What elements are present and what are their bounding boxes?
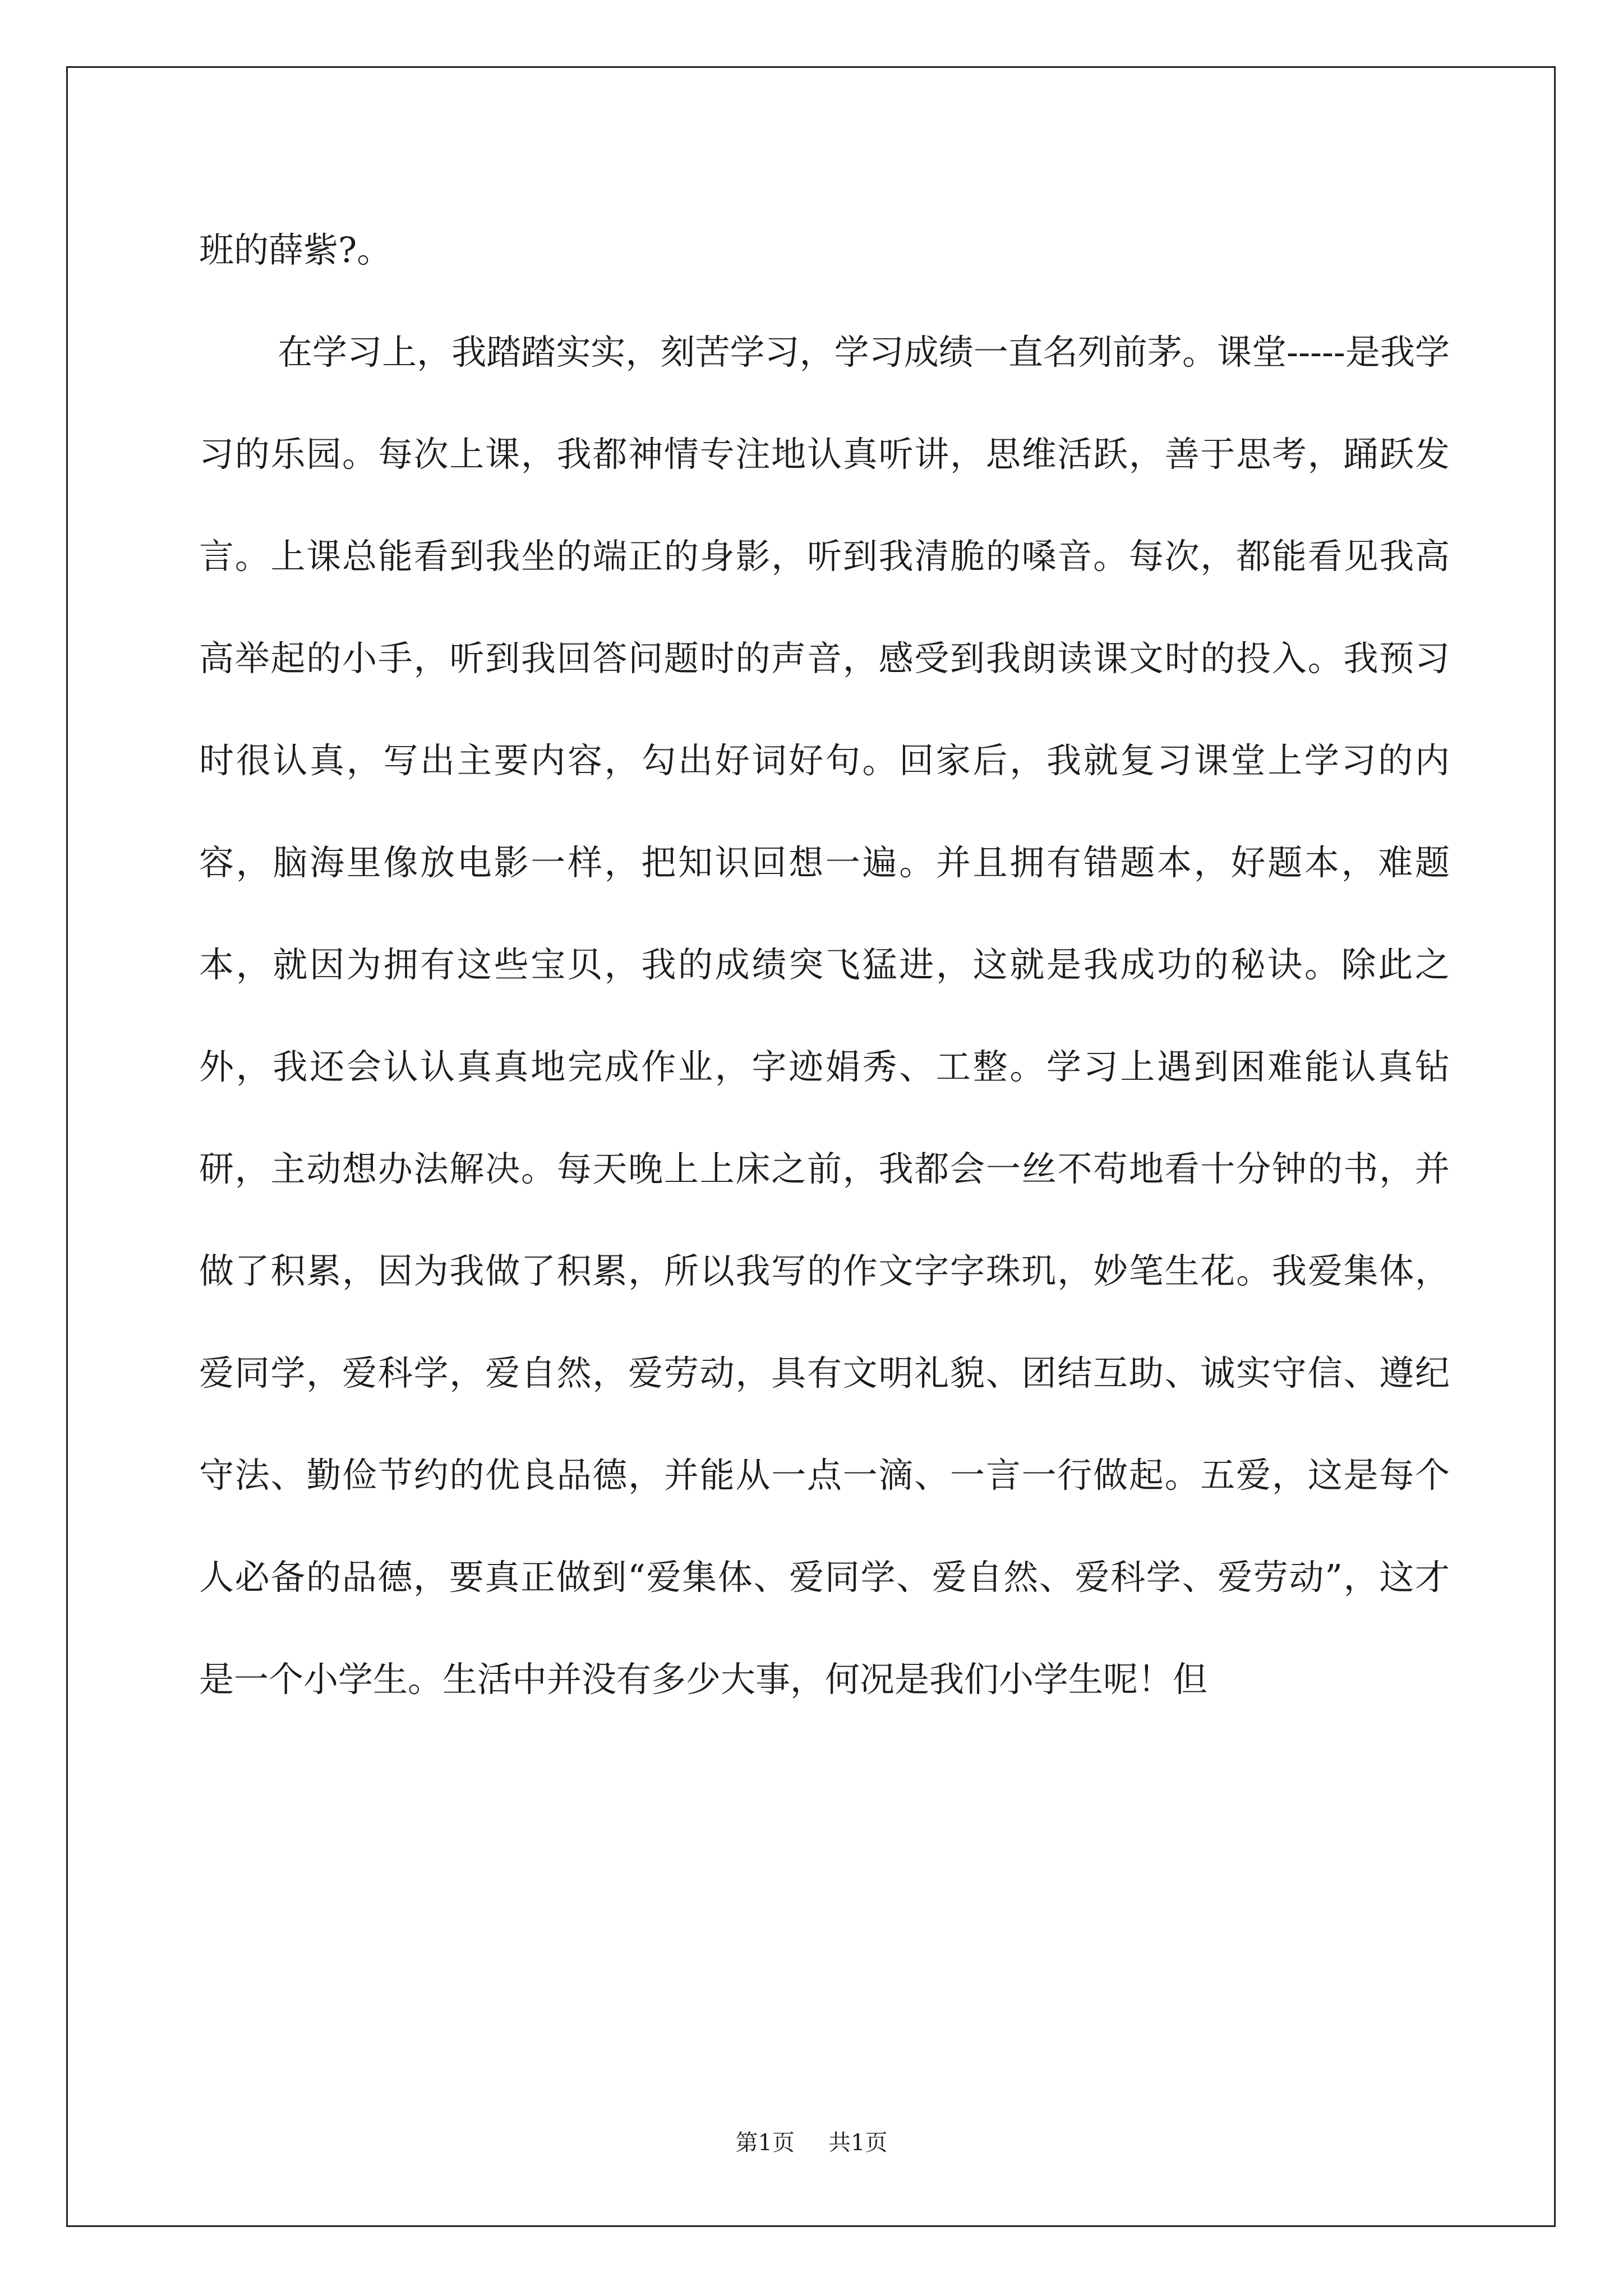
page-number-total: 共1页 [828,2130,888,2156]
page-number-current: 第1页 [735,2130,795,2156]
paragraph-continuation: 班的薛紫?。 [199,229,392,270]
paragraph-study: 在学习上，我踏踏实实，刻苦学习，学习成绩一直名列前茅。课堂-----是我学习的乐园。每次上课，我都神情专注地认真听讲，思维活跃，善于思考，踊跃发言。上课总能看到我坐的端正的身影，听到我清脆的嗓音。每次，都能看见我高高举起的小手，听到我回答问题时的声音，感受到我朗读课文时的投入。我预习时很认真，写出主要内容，勾出好词好句。回家后，我就复习课堂上学习的内容，脑海里像放电影一样，把知识回想一遍。并且拥有错题本，好题本，难题本，就因为拥有这些宝贝，我的成绩突飞猛进，这就是我成功的秘诀。除此之外，我还会认认真真地完成作业，字迹娟秀、工整。学习上遇到困难能认真钻研，主动想办法解决。每天晚上上床之前，我都会一丝不苟地看十分钟的书，并做了积累，因为我做了积累，所以我写的作文字字珠玑，妙笔生花。我爱集体，爱同学，爱科学，爱自然，爱劳动，具有文明礼貌、团结互助、诚实守信、遵纪守法、勤俭节约的优良品德，并能从一点一滴、一言一行做起。五爱，这是每个人必备的品德，要真正做到“爱集体、爱同学、爱自然、爱科学、爱劳动”，这才是一个小学生。生活中并没有多少大事，何况是我们小学生呢！但 [199,332,1450,1700]
document-body [199,199,1450,1731]
page-footer [0,2125,1623,2157]
